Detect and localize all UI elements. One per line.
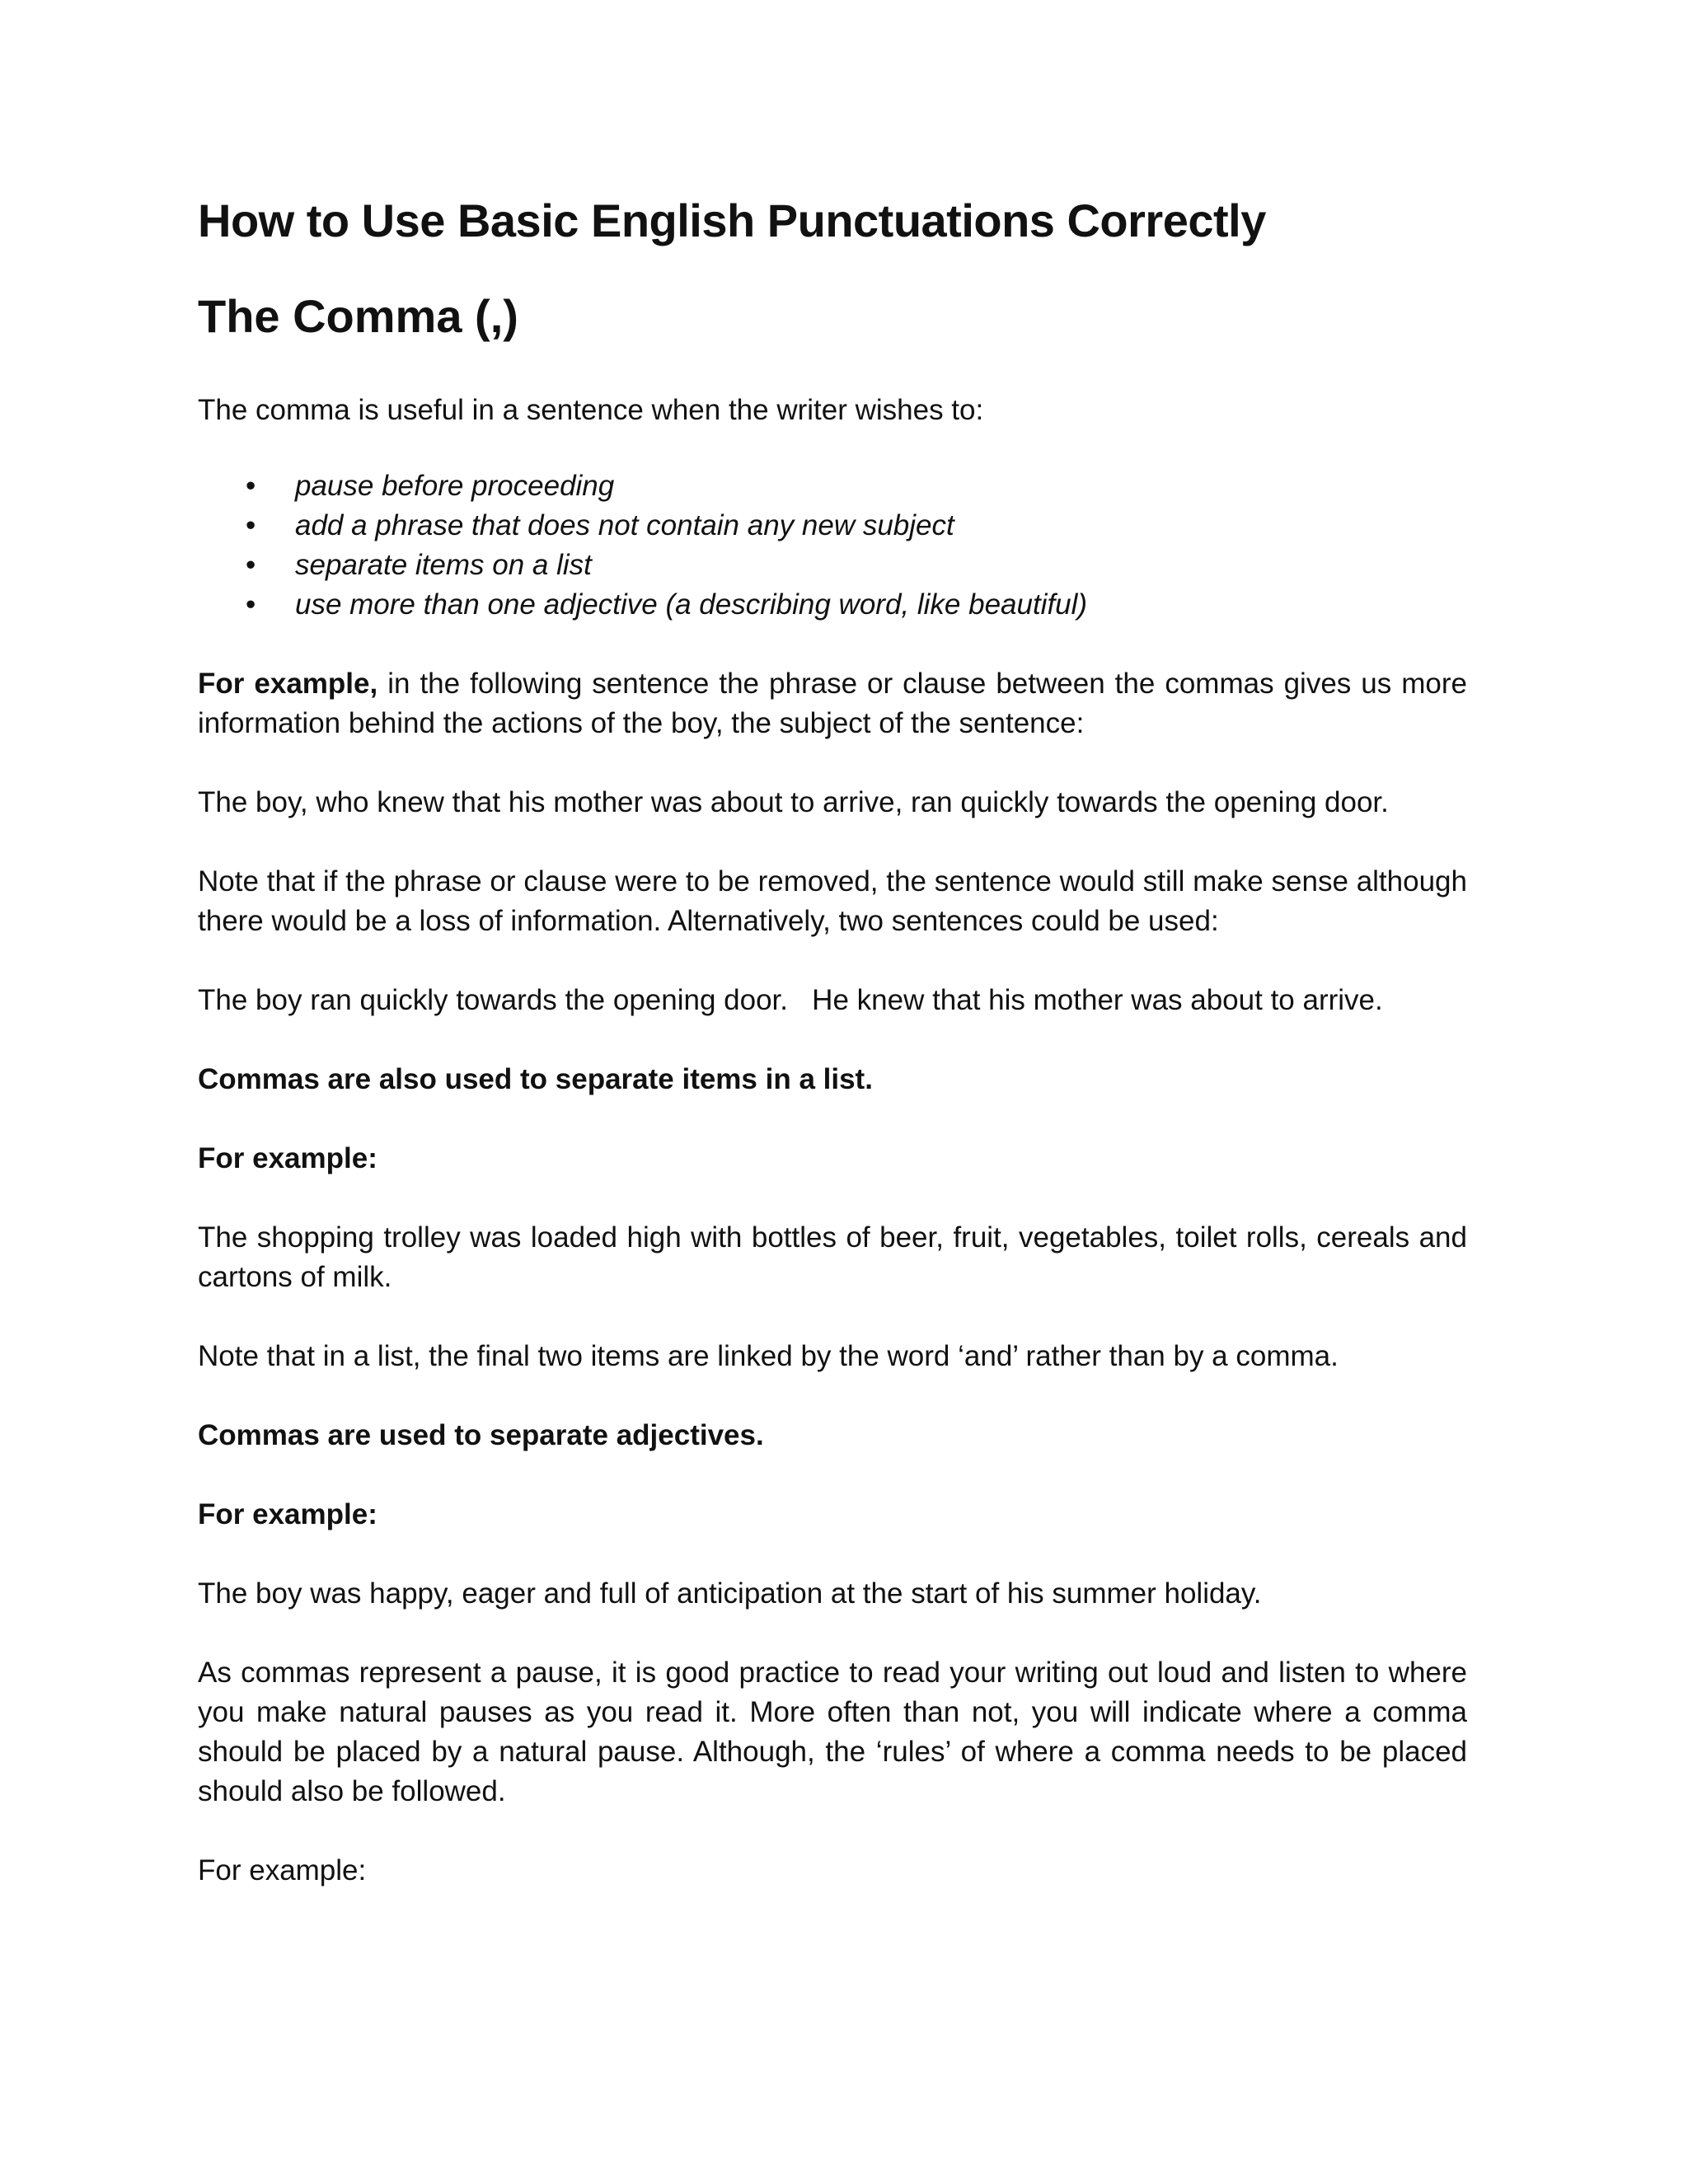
page-title: How to Use Basic English Punctuations Correctly xyxy=(198,194,1266,246)
example-text: in the following sentence the phrase or clause between the commas gives us more information behind the actions of the boy, the subject of the sentence: xyxy=(198,668,1467,739)
list-item-text: add a phrase that does not contain any new subject xyxy=(295,509,954,541)
list-item xyxy=(198,506,1467,546)
bullet-icon: • xyxy=(246,509,256,541)
comma-uses-list xyxy=(198,466,1467,625)
list-item xyxy=(198,546,1467,585)
bullet-icon: • xyxy=(246,549,256,581)
list-item xyxy=(198,466,1467,506)
list-example-label-text: For example: xyxy=(198,1142,377,1174)
split-sentences: The boy ran quickly towards the opening door. He knew that his mother was about to arrive. xyxy=(198,984,1383,1016)
adjective-heading-text: Commas are used to separate adjectives. xyxy=(198,1419,764,1451)
adjective-heading xyxy=(198,1416,1467,1455)
bullet-icon: • xyxy=(246,470,256,502)
adjective-example-label xyxy=(198,1495,1467,1535)
example-sentence: The boy, who knew that his mother was about to arrive, ran quickly towards the opening door. xyxy=(198,786,1389,818)
intro-paragraph: The comma is useful in a sentence when the writer wishes to: xyxy=(198,394,984,426)
example-paragraph xyxy=(198,664,1467,743)
list-sentence: The shopping trolley was loaded high with bottles of beer, fruit, vegetables, toilet rolls, cereals and cartons of milk. xyxy=(198,1221,1467,1293)
list-item-text: use more than one adjective (a describing word, like beautiful) xyxy=(295,588,1088,621)
section-title: The Comma (,) xyxy=(198,290,518,342)
example-lead: For example, xyxy=(198,668,378,700)
adjective-sentence: The boy was happy, eager and full of anticipation at the start of his summer holiday. xyxy=(198,1577,1262,1610)
list-item xyxy=(198,585,1467,625)
final-example-label: For example: xyxy=(198,1854,367,1886)
pause-paragraph: As commas represent a pause, it is good practice to read your writing out loud and listen to where you make natural pauses as you read it. More often than not, you will indicate where a comma should be placed by a natural pause. Although, the ‘rules’ of where a comma needs to be placed should also be followed. xyxy=(198,1657,1467,1807)
adjective-example-label-text: For example: xyxy=(198,1498,377,1530)
list-example-label xyxy=(198,1139,1467,1179)
note-paragraph: Note that if the phrase or clause were to be removed, the sentence would still make sense although there would be a loss of information. Alternatively, two sentences could be used: xyxy=(198,865,1467,937)
list-note: Note that in a list, the final two items are linked by the word ‘and’ rather than by a comma. xyxy=(198,1340,1339,1372)
list-item-text: pause before proceeding xyxy=(295,470,615,502)
list-item-text: separate items on a list xyxy=(295,549,592,581)
document-body xyxy=(198,191,1467,1891)
bullet-icon: • xyxy=(246,588,256,621)
list-heading-text: Commas are also used to separate items in a list. xyxy=(198,1063,873,1095)
list-heading xyxy=(198,1060,1467,1099)
